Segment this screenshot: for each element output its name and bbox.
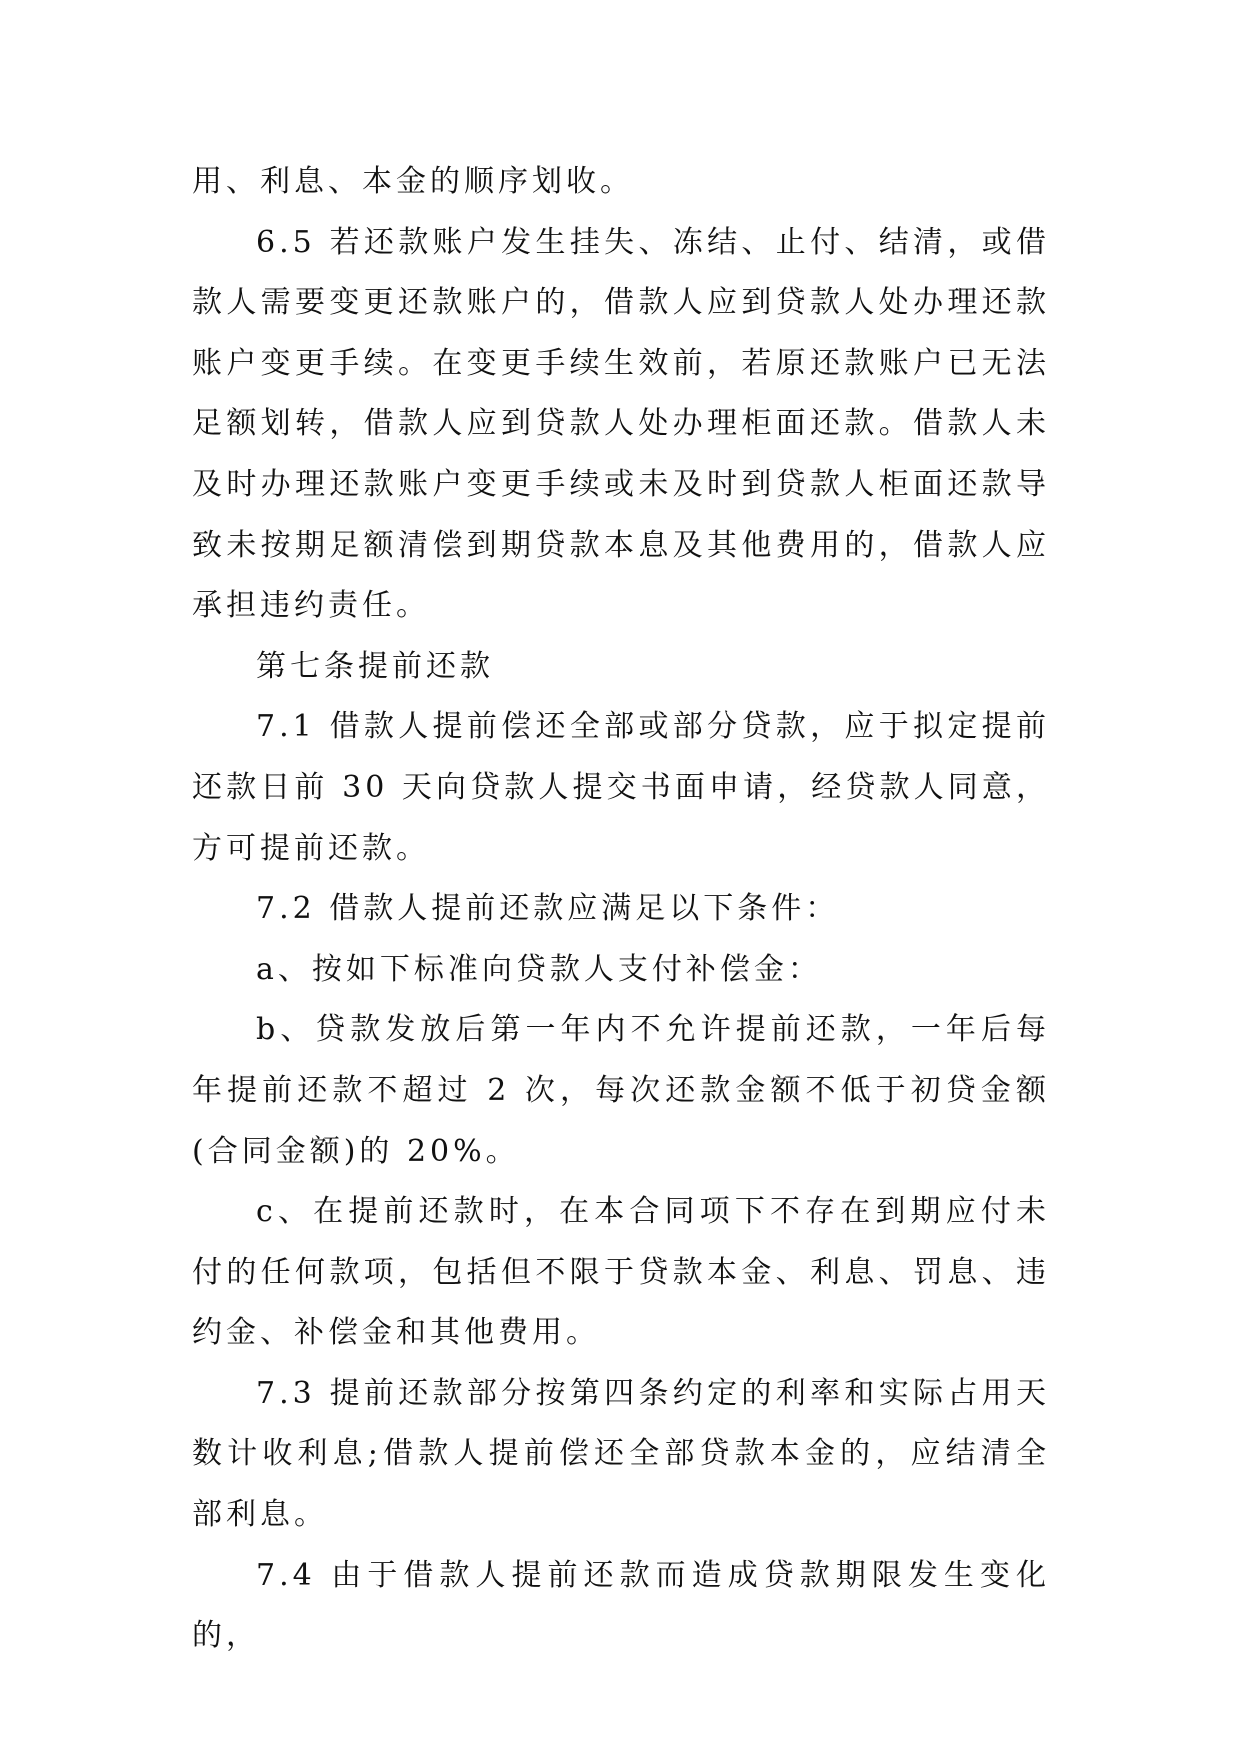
article-7-heading: 第七条提前还款 [256, 648, 494, 684]
paragraph-continuation: 用、利息、本金的顺序划收。 [192, 164, 634, 199]
document-body [192, 152, 1050, 1667]
paragraph-7-4: 7.4 由于借款人提前还款而造成贷款期限发生变化的， [192, 1557, 1050, 1654]
paragraph-7-2: 7.2 借款人提前还款应满足以下条件： [256, 891, 840, 927]
paragraph-6-5: 6.5 若还款账户发生挂失、冻结、止付、结清，或借款人需要变更还款账户的，借款人应到贷款人处办理还款账户变更手续。在变更手续生效前，若原还款账户已无法足额划转，借款人应到贷款人处办理柜面还款。借款人未及时办理还款账户变更手续或未及时到贷款人柜面还款导致未按期足额清偿到期贷款本息及其他费用的，借款人应承担违约责任。 [192, 224, 1050, 624]
condition-a: a、按如下标准向贷款人支付补偿金： [256, 951, 822, 987]
condition-c: c、在提前还款时，在本合同项下不存在到期应付未付的任何款项，包括但不限于贷款本金、利息、罚息、违约金、补偿金和其他费用。 [192, 1194, 1050, 1351]
condition-b: b、贷款发放后第一年内不允许提前还款，一年后每年提前还款不超过 2 次，每次还款金额不低于初贷金额(合同金额)的 20%。 [192, 1012, 1050, 1169]
paragraph-7-1: 7.1 借款人提前偿还全部或部分贷款，应于拟定提前还款日前 30 天向贷款人提交书面申请，经贷款人同意，方可提前还款。 [192, 709, 1050, 866]
paragraph-7-3: 7.3 提前还款部分按第四条约定的利率和实际占用天数计收利息;借款人提前偿还全部贷款本金的，应结清全部利息。 [192, 1375, 1050, 1533]
